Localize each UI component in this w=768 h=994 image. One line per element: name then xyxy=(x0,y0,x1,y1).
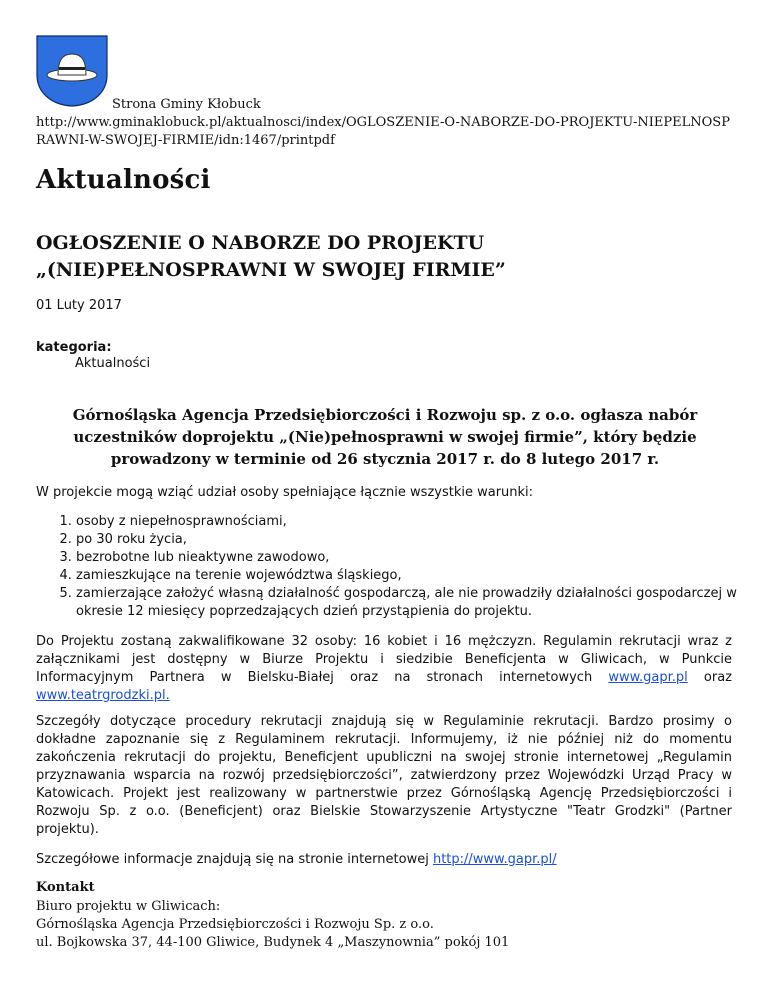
teatrgrodzki-link[interactable]: www.teatrgrodzki.pl. xyxy=(36,688,170,703)
article-date: 01 Luty 2017 xyxy=(36,298,122,313)
conditions-intro: W projekcie mogą wziąć udział osoby spełniające łącznie wszystkie warunki: xyxy=(36,485,534,500)
more-info-text: Szczegółowe informacje znajdują się na stronie internetowej xyxy=(36,852,433,867)
page-url: http://www.gminaklobuck.pl/aktualnosci/index/OGLOSZENIE-O-NABORZE-DO-PROJEKTU-NIEPELNOSPRAWNI-W-SWOJEJ-FIRMIE/idn:1467/printpdf xyxy=(36,115,730,148)
category-value: Aktualności xyxy=(75,356,151,371)
condition-item: 4. zamieszkujące na terenie województwa śląskiego, xyxy=(76,567,768,585)
contact-line: ul. Bojkowska 37, 44-100 Gliwice, Budynek 4 „Maszynownia” pokój 101 xyxy=(36,935,510,950)
category-label: kategoria: xyxy=(36,340,112,355)
condition-item: 2. po 30 roku życia, xyxy=(76,531,768,549)
condition-item: 5. zamierzające założyć własną działalność gospodarczą, ale nie prowadziły działalności gospodarczej w okresie 12 miesięcy poprzedzających dzień przystąpienia do projektu. xyxy=(76,585,768,621)
contact-line: Biuro projektu w Gliwicach: xyxy=(36,899,221,914)
more-info-paragraph xyxy=(36,851,732,869)
section-title: Aktualności xyxy=(36,165,211,195)
qualification-text: Do Projektu zostaną zakwalifikowane 32 osoby: 16 kobiet i 16 mężczyzn. Regulamin rekrutacji wraz z załącznikami jest dostępny w Biurze Projektu i siedzibie Beneficjenta w Gliwicach, w Punkcie Informacyjnym Partnera w Bielsku-Białej oraz na stronach internetowych xyxy=(36,634,732,685)
qualification-connector: oraz xyxy=(687,670,732,685)
condition-item: 1. osoby z niepełnosprawnościami, xyxy=(76,513,768,531)
procedure-paragraph: Szczegóły dotyczące procedury rekrutacji znajdują się w Regulaminie rekrutacji. Bardzo prosimy o dokładne zapoznanie się z Regulaminem rekrutacji. Informujemy, iż nie później niż do momentu zakończenia rekrutacji do projektu, Beneficjent upubliczni na swojej stronie internetowej „Regulamin przyznawania wsparcia na rozwój przedsiębiorczości”, zatwierdzony przez Wojewódzki Urząd Pracy w Katowicach. Projekt jest realizowany w partnerstwie przez Górnośląską Agencję Przedsiębiorczości i Rozwoju Sp. z o.o. (Beneficjent) oraz Bielskie Stowarzyszenie Artystyczne "Teatr Grodzki" (Partner projektu). xyxy=(36,714,732,837)
conditions-list xyxy=(36,513,768,621)
contact-line: Górnośląska Agencja Przedsiębiorczości i Rozwoju Sp. z o.o. xyxy=(36,917,434,932)
condition-item: 3. bezrobotne lub nieaktywne zawodowo, xyxy=(76,549,768,567)
site-name: Strona Gminy Kłobuck xyxy=(112,97,261,112)
article-lead: Górnośląska Agencja Przedsiębiorczości i Rozwoju sp. z o.o. ogłasza nabór uczestników doprojektu „(Nie)pełnosprawni w swojej firmie”, który będzie prowadzony w terminie od 26 stycznia 2017 r. do 8 lutego 2017 r. xyxy=(72,406,698,468)
gapr-link[interactable]: www.gapr.pl xyxy=(608,670,688,685)
gapr-website-link[interactable]: http://www.gapr.pl/ xyxy=(432,852,557,867)
contact-heading: Kontakt xyxy=(36,880,95,895)
contact-block xyxy=(36,898,509,952)
article-title: OGŁOSZENIE O NABORZE DO PROJEKTU „(NIE)PEŁNOSPRAWNI W SWOJEJ FIRMIE” xyxy=(36,232,506,281)
coat-of-arms-icon xyxy=(36,35,108,107)
qualification-paragraph xyxy=(36,633,732,705)
